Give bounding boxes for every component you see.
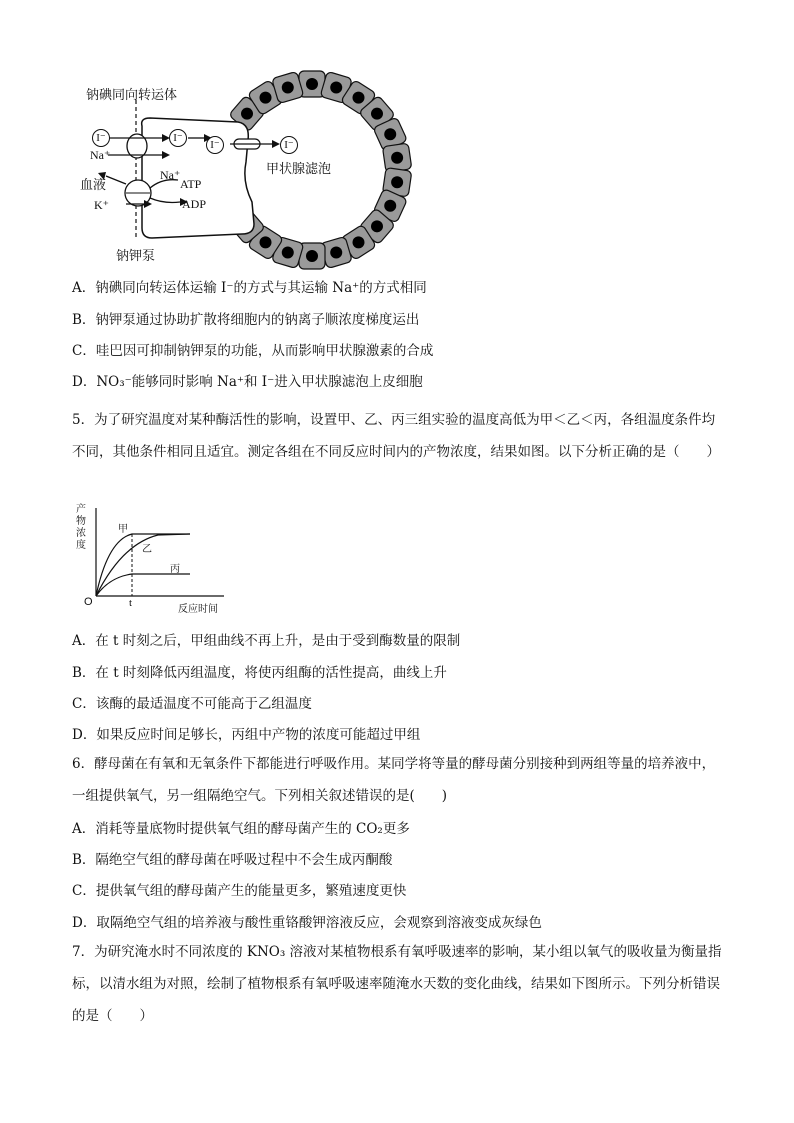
- curve-bing: [96, 574, 190, 596]
- cell-nucleus: [330, 247, 342, 259]
- q5-stem: 5．为了研究温度对某种酶活性的影响，设置甲、乙、丙三组实验的温度高低为甲＜乙＜丙，各组温度条件均不同，其他条件相同且适宜。测定各组在不同反应时间内的产物浓度，结果如图。以下分析正确的是（ ）: [72, 412, 720, 460]
- q4-option-b: B．钠钾泵通过协助扩散将细胞内的钠离子顺浓度梯度运出: [72, 312, 420, 328]
- thyroid-figure: [80, 62, 420, 272]
- q4-option-d: D．NO₃⁻能够同时影响 Na⁺和 I⁻进入甲状腺滤泡上皮细胞: [72, 374, 423, 390]
- q5-chart: [74, 502, 234, 616]
- series-label-bing: 丙: [170, 564, 180, 575]
- iodide-ion-middle: I⁻: [206, 136, 224, 154]
- na-plus-symporter: Na⁺: [90, 148, 111, 162]
- q7-stem: 7．为研究淹水时不同浓度的 KNO₃ 溶液对某植物根系有氧呼吸速率的影响，某小组以氧气的吸收量为衡量指标，以清水组为对照，绘制了植物根系有氧呼吸速率随淹水天数的变化曲线，结果如下图所示。下列分析错误的是（ ）: [72, 944, 722, 1024]
- symporter-label: 钠碘同向转运体: [86, 88, 178, 103]
- x-axis-label: 反应时间: [178, 604, 218, 615]
- cell-nucleus: [241, 108, 253, 120]
- y-axis-label: 产物浓度: [76, 504, 86, 551]
- origin-label: O: [84, 596, 93, 608]
- q4-option-c: C．哇巴因可抑制钠钾泵的功能，从而影响甲状腺激素的合成: [72, 343, 434, 359]
- series-label-jia: 甲: [118, 524, 128, 535]
- q6-option-a: A．消耗等量底物时提供氧气组的酵母菌产生的 CO₂更多: [72, 821, 410, 837]
- q5-option-c: C．该酶的最适温度不可能高于乙组温度: [72, 696, 312, 712]
- q5-option-b: B．在 t 时刻降低丙组温度，将使丙组酶的活性提高，曲线上升: [72, 665, 447, 681]
- cell-nucleus: [306, 78, 318, 90]
- series-label-yi: 乙: [142, 544, 152, 555]
- atp-label: ATP: [180, 177, 202, 191]
- cell-nucleus: [371, 108, 383, 120]
- cell-nucleus: [260, 236, 272, 248]
- q5-chart-svg: [74, 502, 234, 616]
- k-plus-pump: K⁺: [94, 198, 109, 212]
- cell-nucleus: [384, 128, 396, 140]
- follicle-label: 甲状腺滤泡: [266, 162, 332, 177]
- cell-nucleus: [260, 92, 272, 104]
- q6-option-c: C．提供氧气组的酵母菌产生的能量更多，繁殖速度更快: [72, 883, 407, 899]
- q6-option-d: D．取隔绝空气组的培养液与酸性重铬酸钾溶液反应，会观察到溶液变成灰绿色: [72, 915, 542, 931]
- cell-nucleus: [384, 200, 396, 212]
- cell-nucleus: [282, 81, 294, 93]
- q6-stem: 6．酵母菌在有氧和无氧条件下都能进行呼吸作用。某同学将等量的酵母菌分别接种到两组等量的培养液中，一组提供氧气，另一组隔绝空气。下列相关叙述错误的是( ): [72, 756, 716, 804]
- x-tick-t: t: [129, 597, 133, 609]
- pump-label: 钠钾泵: [116, 249, 156, 264]
- cell-nucleus: [391, 176, 403, 188]
- q6-option-b: B．隔绝空气组的酵母菌在呼吸过程中不会生成丙酮酸: [72, 852, 393, 868]
- q5-option-a: A．在 t 时刻之后，甲组曲线不再上升，是由于受到酶数量的限制: [72, 633, 461, 649]
- cell-nucleus: [371, 220, 383, 232]
- cell-nucleus: [282, 247, 294, 259]
- cell-nucleus: [306, 250, 318, 262]
- adp-label: ADP: [182, 197, 207, 211]
- q4-option-a: A．钠碘同向转运体运输 I⁻的方式与其运输 Na⁺的方式相同: [72, 280, 427, 296]
- na-plus-pump: Na⁺: [160, 168, 181, 182]
- iodide-ion-outside: I⁻: [92, 129, 110, 147]
- iodide-ion-lumen: I⁻: [280, 136, 298, 154]
- cell-nucleus: [352, 92, 364, 104]
- cell-nucleus: [330, 81, 342, 93]
- cell-nucleus: [352, 236, 364, 248]
- q5-option-d: D．如果反应时间足够长，丙组中产物的浓度可能超过甲组: [72, 727, 421, 743]
- iodide-ion-cell: I⁻: [169, 129, 187, 147]
- blood-label: 血液: [80, 178, 107, 193]
- cell-nucleus: [391, 152, 403, 164]
